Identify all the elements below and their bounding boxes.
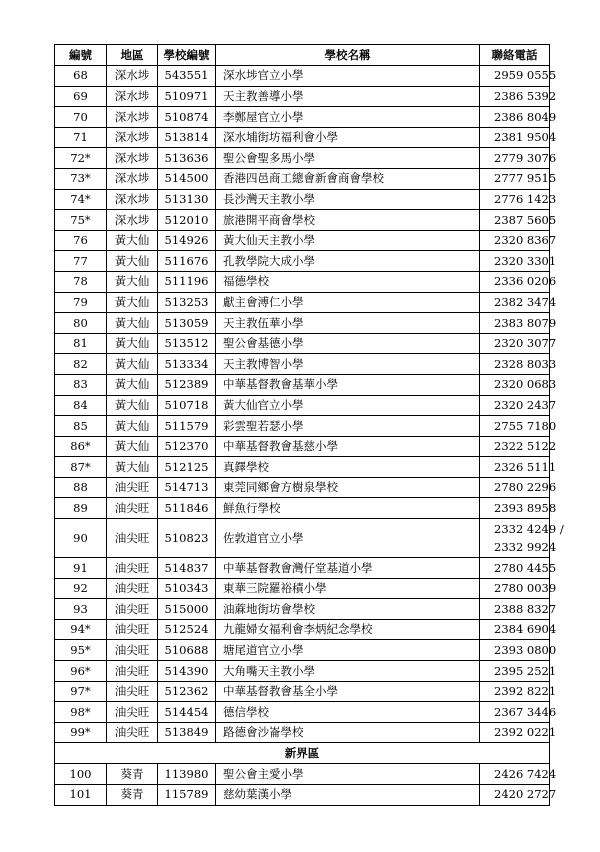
cell-school-code: 511676 <box>158 251 216 272</box>
cell-district: 黃大仙 <box>107 271 158 292</box>
cell-school-name: 獻主會溥仁小學 <box>216 292 480 313</box>
region-header-row <box>55 743 550 764</box>
rows-kowloon-a <box>55 66 557 519</box>
cell-number: 70 <box>55 107 107 128</box>
cell-school-code: 514837 <box>158 558 216 579</box>
cell-number: 79 <box>55 292 107 313</box>
cell-school-code: 514713 <box>158 477 216 498</box>
cell-district: 葵青 <box>107 764 158 785</box>
cell-school-code: 512125 <box>158 457 216 478</box>
cell-number: 81 <box>55 333 107 354</box>
cell-school-code: 510718 <box>158 395 216 416</box>
cell-phone: 2393 8958 <box>480 498 550 519</box>
cell-phone: 2395 2521 <box>480 661 550 682</box>
cell-school-code: 513636 <box>158 148 216 169</box>
cell-phone: 2326 5111 <box>480 457 550 478</box>
cell-phone: 2388 8327 <box>480 599 550 620</box>
cell-school-code: 113980 <box>158 764 216 785</box>
cell-district: 油尖旺 <box>107 619 158 640</box>
cell-district: 黃大仙 <box>107 395 158 416</box>
cell-number: 98* <box>55 702 107 723</box>
table-row <box>55 681 550 702</box>
cell-number: 77 <box>55 251 107 272</box>
cell-district: 油尖旺 <box>107 681 158 702</box>
cell-school-name: 深水埗官立小學 <box>216 66 480 87</box>
cell-school-name: 東莞同鄉會方樹泉學校 <box>216 477 480 498</box>
cell-school-name: 深水埔街坊福利會小學 <box>216 127 480 148</box>
cell-school-code: 514926 <box>158 230 216 251</box>
table-row <box>55 210 550 231</box>
cell-phone: 2776 1423 <box>480 189 550 210</box>
cell-school-code: 512524 <box>158 619 216 640</box>
table-row <box>55 168 550 189</box>
cell-phone: 2320 0683 <box>480 374 550 395</box>
cell-phone: 2322 5122 <box>480 436 550 457</box>
cell-phone: 2382 3474 <box>480 292 550 313</box>
cell-school-code: 510688 <box>158 640 216 661</box>
table-row <box>55 599 550 620</box>
cell-school-name: 天主教博智小學 <box>216 354 480 375</box>
header-phone: 聯絡電話 <box>480 45 550 66</box>
cell-school-name: 聖公會主愛小學 <box>216 764 480 785</box>
cell-district: 深水埗 <box>107 148 158 169</box>
rows-kowloon-b <box>55 558 557 743</box>
cell-phone: 2320 2437 <box>480 395 550 416</box>
cell-school-code: 543551 <box>158 66 216 87</box>
header-school-code: 學校編號 <box>158 45 216 66</box>
cell-district: 油尖旺 <box>107 519 158 558</box>
cell-number: 82 <box>55 354 107 375</box>
cell-school-code: 510343 <box>158 578 216 599</box>
cell-phone: 2386 5392 <box>480 86 550 107</box>
cell-number: 72* <box>55 148 107 169</box>
table-row <box>55 619 550 640</box>
cell-district: 黃大仙 <box>107 374 158 395</box>
table-row <box>55 416 550 437</box>
cell-district: 油尖旺 <box>107 661 158 682</box>
cell-phone: 2381 9504 <box>480 127 550 148</box>
cell-number: 74* <box>55 189 107 210</box>
header-district: 地區 <box>107 45 158 66</box>
table-row <box>55 558 550 579</box>
cell-number: 101 <box>55 785 107 806</box>
cell-number: 75* <box>55 210 107 231</box>
cell-phone: 2392 8221 <box>480 681 550 702</box>
table-row <box>55 578 550 599</box>
cell-district: 深水埗 <box>107 168 158 189</box>
cell-school-code: 513059 <box>158 313 216 334</box>
cell-phone: 2959 0555 <box>480 66 550 87</box>
cell-school-code: 514454 <box>158 702 216 723</box>
cell-school-name: 福德學校 <box>216 271 480 292</box>
cell-phone: 2777 9515 <box>480 168 550 189</box>
cell-phone: 2367 3446 <box>480 702 550 723</box>
cell-phone: 2780 0039 <box>480 578 550 599</box>
table-row <box>55 374 550 395</box>
cell-school-code: 513512 <box>158 333 216 354</box>
cell-school-code: 511579 <box>158 416 216 437</box>
table-row <box>55 66 550 87</box>
table-row <box>55 702 550 723</box>
cell-district: 油尖旺 <box>107 722 158 743</box>
cell-school-code: 513849 <box>158 722 216 743</box>
table-row <box>55 333 550 354</box>
table-row <box>55 127 550 148</box>
cell-phone: 2320 3301 <box>480 251 550 272</box>
cell-school-name: 塘尾道官立小學 <box>216 640 480 661</box>
cell-district: 黃大仙 <box>107 436 158 457</box>
cell-school-code: 513253 <box>158 292 216 313</box>
cell-school-name: 佐敦道官立小學 <box>216 519 480 558</box>
cell-school-name: 旅港開平商會學校 <box>216 210 480 231</box>
cell-school-name: 東華三院羅裕積小學 <box>216 578 480 599</box>
cell-number: 85 <box>55 416 107 437</box>
cell-number: 69 <box>55 86 107 107</box>
cell-school-name: 真鐸學校 <box>216 457 480 478</box>
cell-phone: 2755 7180 <box>480 416 550 437</box>
cell-phone: 2779 3076 <box>480 148 550 169</box>
cell-district: 黃大仙 <box>107 313 158 334</box>
cell-school-name: 中華基督教會基華小學 <box>216 374 480 395</box>
table-row <box>55 395 550 416</box>
table-row <box>55 764 550 785</box>
cell-number: 87* <box>55 457 107 478</box>
cell-school-code: 511846 <box>158 498 216 519</box>
cell-school-code: 514390 <box>158 661 216 682</box>
cell-school-name: 油蔴地街坊會學校 <box>216 599 480 620</box>
cell-number: 96* <box>55 661 107 682</box>
cell-phone: 2780 2296 <box>480 477 550 498</box>
cell-district: 深水埗 <box>107 127 158 148</box>
cell-district: 油尖旺 <box>107 702 158 723</box>
cell-number: 94* <box>55 619 107 640</box>
cell-district: 黃大仙 <box>107 230 158 251</box>
table-row <box>55 436 550 457</box>
table-row <box>55 148 550 169</box>
cell-school-name: 天主教伍華小學 <box>216 313 480 334</box>
cell-number: 80 <box>55 313 107 334</box>
cell-school-code: 513334 <box>158 354 216 375</box>
cell-number: 89 <box>55 498 107 519</box>
cell-number: 92 <box>55 578 107 599</box>
phone-line-2: 2332 9924 <box>494 540 557 555</box>
cell-district: 油尖旺 <box>107 599 158 620</box>
cell-school-name: 香港四邑商工總會新會商會學校 <box>216 168 480 189</box>
cell-phone: 2780 4455 <box>480 558 550 579</box>
cell-district: 油尖旺 <box>107 578 158 599</box>
cell-school-name: 德信學校 <box>216 702 480 723</box>
cell-number: 71 <box>55 127 107 148</box>
cell-district: 黃大仙 <box>107 416 158 437</box>
cell-school-code: 510971 <box>158 86 216 107</box>
cell-school-name: 中華基督教會灣仔堂基道小學 <box>216 558 480 579</box>
cell-school-name: 中華基督教會基全小學 <box>216 681 480 702</box>
cell-number: 100 <box>55 764 107 785</box>
cell-school-code: 513814 <box>158 127 216 148</box>
cell-number: 78 <box>55 271 107 292</box>
cell-phone: 2420 2727 <box>480 785 550 806</box>
cell-school-name: 大角嘴天主教小學 <box>216 661 480 682</box>
cell-school-name: 路德會沙崙學校 <box>216 722 480 743</box>
header-row <box>55 45 550 66</box>
cell-district: 深水埗 <box>107 210 158 231</box>
cell-phone <box>480 519 564 558</box>
cell-school-code: 512362 <box>158 681 216 702</box>
cell-school-code: 512389 <box>158 374 216 395</box>
cell-district: 油尖旺 <box>107 477 158 498</box>
rows-new-territories <box>55 764 557 805</box>
cell-school-code: 512370 <box>158 436 216 457</box>
cell-phone: 2320 3077 <box>480 333 550 354</box>
cell-phone: 2392 0221 <box>480 722 550 743</box>
cell-phone: 2383 8079 <box>480 313 550 334</box>
cell-district: 黃大仙 <box>107 292 158 313</box>
cell-district: 深水埗 <box>107 86 158 107</box>
cell-school-code: 515000 <box>158 599 216 620</box>
cell-district: 深水埗 <box>107 107 158 128</box>
cell-school-name: 長沙灣天主教小學 <box>216 189 480 210</box>
cell-phone: 2426 7424 <box>480 764 550 785</box>
cell-district: 黃大仙 <box>107 333 158 354</box>
cell-phone: 2386 8049 <box>480 107 550 128</box>
table-row <box>55 640 550 661</box>
cell-number: 88 <box>55 477 107 498</box>
cell-school-name: 彩雲聖若瑟小學 <box>216 416 480 437</box>
header-school-name: 學校名稱 <box>216 45 480 66</box>
cell-number: 68 <box>55 66 107 87</box>
table-row <box>55 722 550 743</box>
cell-phone: 2328 8033 <box>480 354 550 375</box>
cell-school-code: 510874 <box>158 107 216 128</box>
cell-school-name: 中華基督教會基慈小學 <box>216 436 480 457</box>
cell-number: 99* <box>55 722 107 743</box>
table-row <box>55 477 550 498</box>
cell-phone: 2387 5605 <box>480 210 550 231</box>
cell-school-name: 鮮魚行學校 <box>216 498 480 519</box>
table-row <box>55 519 550 558</box>
cell-number: 76 <box>55 230 107 251</box>
row-90-group <box>55 519 564 558</box>
cell-school-name: 黃大仙天主教小學 <box>216 230 480 251</box>
cell-school-name: 聖公會聖多馬小學 <box>216 148 480 169</box>
cell-number: 95* <box>55 640 107 661</box>
cell-district: 油尖旺 <box>107 558 158 579</box>
table-row <box>55 457 550 478</box>
cell-district: 黃大仙 <box>107 457 158 478</box>
cell-number: 97* <box>55 681 107 702</box>
table-row <box>55 498 550 519</box>
table-row <box>55 251 550 272</box>
cell-phone: 2393 0800 <box>480 640 550 661</box>
cell-school-code: 512010 <box>158 210 216 231</box>
cell-district: 深水埗 <box>107 189 158 210</box>
cell-school-name: 慈幼葉漢小學 <box>216 785 480 806</box>
table-row <box>55 189 550 210</box>
cell-school-name: 九龍婦女福利會李炳紀念學校 <box>216 619 480 640</box>
cell-school-code: 514500 <box>158 168 216 189</box>
header-number: 編號 <box>55 45 107 66</box>
cell-school-name: 李鄭屋官立小學 <box>216 107 480 128</box>
table-row <box>55 354 550 375</box>
phone-line-1: 2332 4249 / <box>494 522 564 537</box>
cell-district: 葵青 <box>107 785 158 806</box>
cell-number: 93 <box>55 599 107 620</box>
cell-district: 深水埗 <box>107 66 158 87</box>
cell-district: 黃大仙 <box>107 251 158 272</box>
cell-school-name: 孔教學院大成小學 <box>216 251 480 272</box>
table-row <box>55 271 550 292</box>
table-row <box>55 107 550 128</box>
cell-school-code: 510823 <box>158 519 216 558</box>
region-header-group <box>55 743 550 764</box>
cell-school-code: 511196 <box>158 271 216 292</box>
cell-school-name: 聖公會基德小學 <box>216 333 480 354</box>
table-row <box>55 292 550 313</box>
cell-number: 73* <box>55 168 107 189</box>
school-list-page <box>54 44 564 806</box>
cell-number: 90 <box>55 519 107 558</box>
cell-school-name: 黃大仙官立小學 <box>216 395 480 416</box>
cell-number: 84 <box>55 395 107 416</box>
table-row <box>55 661 550 682</box>
table-row <box>55 86 550 107</box>
cell-district: 油尖旺 <box>107 640 158 661</box>
table-row <box>55 785 550 806</box>
cell-number: 83 <box>55 374 107 395</box>
cell-school-code: 115789 <box>158 785 216 806</box>
cell-district: 油尖旺 <box>107 498 158 519</box>
cell-district: 黃大仙 <box>107 354 158 375</box>
cell-school-code: 513130 <box>158 189 216 210</box>
cell-phone: 2320 8367 <box>480 230 550 251</box>
cell-number: 91 <box>55 558 107 579</box>
region-label: 新界區 <box>55 743 550 764</box>
school-table <box>54 44 564 806</box>
table-row <box>55 230 550 251</box>
table-row <box>55 313 550 334</box>
cell-number: 86* <box>55 436 107 457</box>
cell-phone: 2336 0206 <box>480 271 550 292</box>
cell-phone: 2384 6904 <box>480 619 550 640</box>
cell-school-name: 天主教善導小學 <box>216 86 480 107</box>
